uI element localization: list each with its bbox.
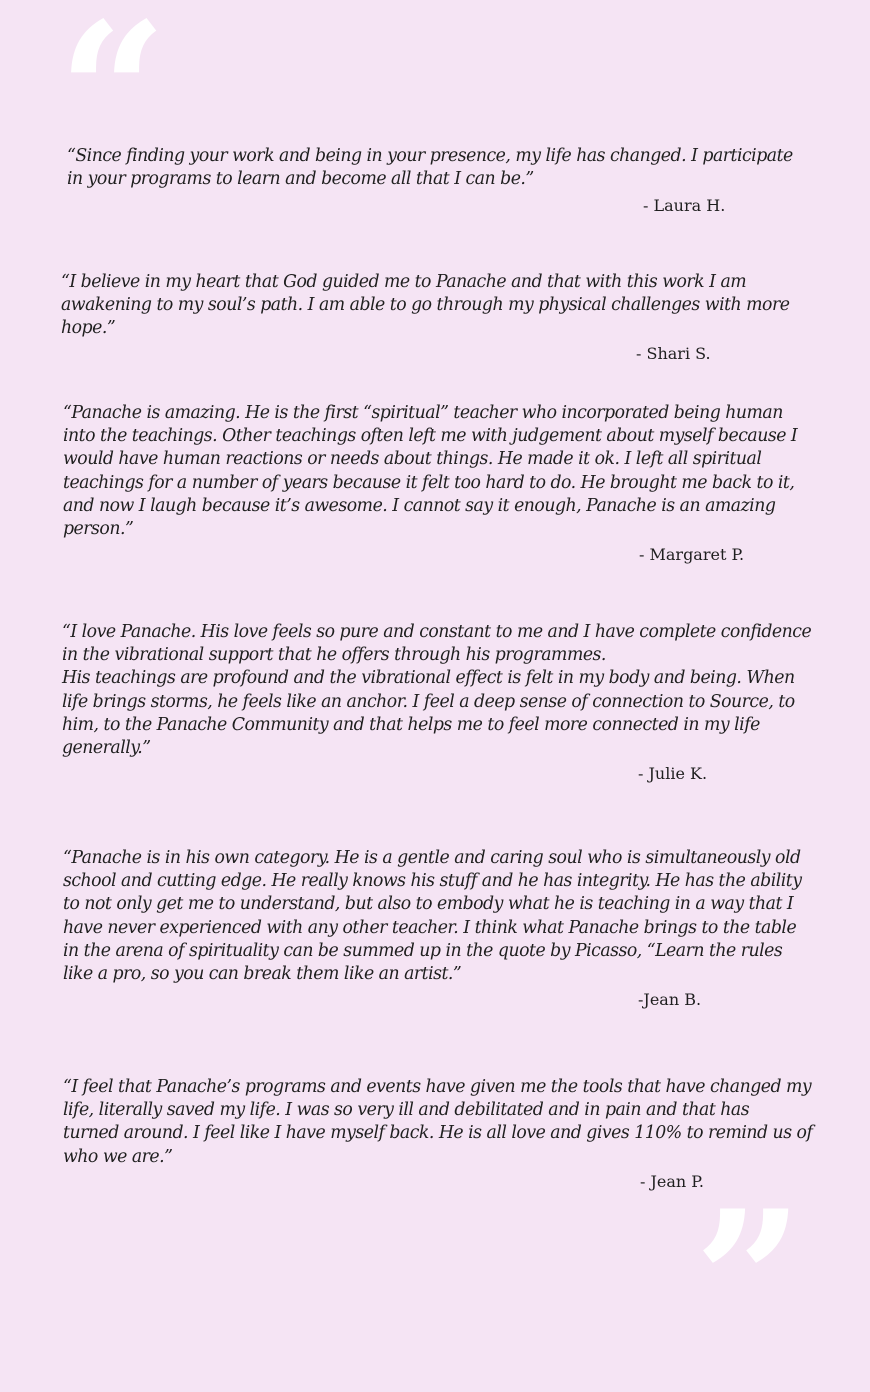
- testimonial-margaret: [63, 402, 833, 541]
- testimonial-text: “I love Panache. His love feels so pure and constant to me and I have complete confidence in the vibrational support that he offers through his programmes. His teachings are profound and the vibrational effect is felt in my body and being. When life brings storms, he feels like an anchor. I feel a deep sense of connection to Source, to him, to the Panache Community and that helps me to feel more connected in my life generally.”: [62, 622, 812, 759]
- testimonial-author: - Jean P.: [640, 1172, 704, 1191]
- testimonial-author: - Julie K.: [638, 764, 708, 783]
- testimonial-author: - Laura H.: [643, 196, 726, 215]
- testimonial-jean-b: [63, 847, 833, 986]
- testimonial-text: “Panache is in his own category. He is a gentle and caring soul who is simultaneously old school and cutting edge. He really knows his stuff and he has integrity. He has the ability to not only get me to understand, but also to embody what he is teaching in a way that I have never experienced with any other teacher. I think what Panache brings to the table in the arena of spirituality can be summed up in the quote by Picasso, “Learn the rules like a pro, so you can break them like an artist.”: [63, 848, 802, 985]
- testimonial-jean-p: [63, 1076, 833, 1169]
- testimonial-text: “Since finding your work and being in your presence, my life has changed. I participate in your programs to learn and become all that I can be.”: [67, 146, 793, 190]
- close-quote-icon: ”: [694, 1169, 790, 1392]
- testimonial-julie: [62, 621, 832, 760]
- testimonial-text: “Panache is amazing. He is the first “spiritual” teacher who incorporated being human into the teachings. Other teachings often left me with judgement about myself because I would have human reactions or needs about things. He made it ok. I left all spiritual teachings for a number of years because it felt too hard to do. He brought me back to it, and now I laugh because it’s awesome. I cannot say it enough, Panache is an amazing person.”: [63, 403, 798, 540]
- testimonial-laura: [67, 145, 827, 191]
- testimonial-shari: [61, 271, 831, 341]
- testimonial-author: - Shari S.: [636, 344, 711, 363]
- testimonial-text: “I believe in my heart that God guided me to Panache and that with this work I am awakening to my soul’s path. I am able to go through my physical challenges with more hope.”: [61, 272, 790, 339]
- testimonial-author: -Jean B.: [638, 990, 702, 1009]
- testimonial-text: “I feel that Panache’s programs and events have given me the tools that have changed my life, literally saved my life. I was so very ill and debilitated and in pain and that has turned around. I feel like I have myself back. He is all love and gives 110% to remind us of who we are.”: [63, 1077, 813, 1167]
- open-quote-icon: “: [58, 0, 154, 204]
- testimonial-author: - Margaret P.: [639, 545, 745, 564]
